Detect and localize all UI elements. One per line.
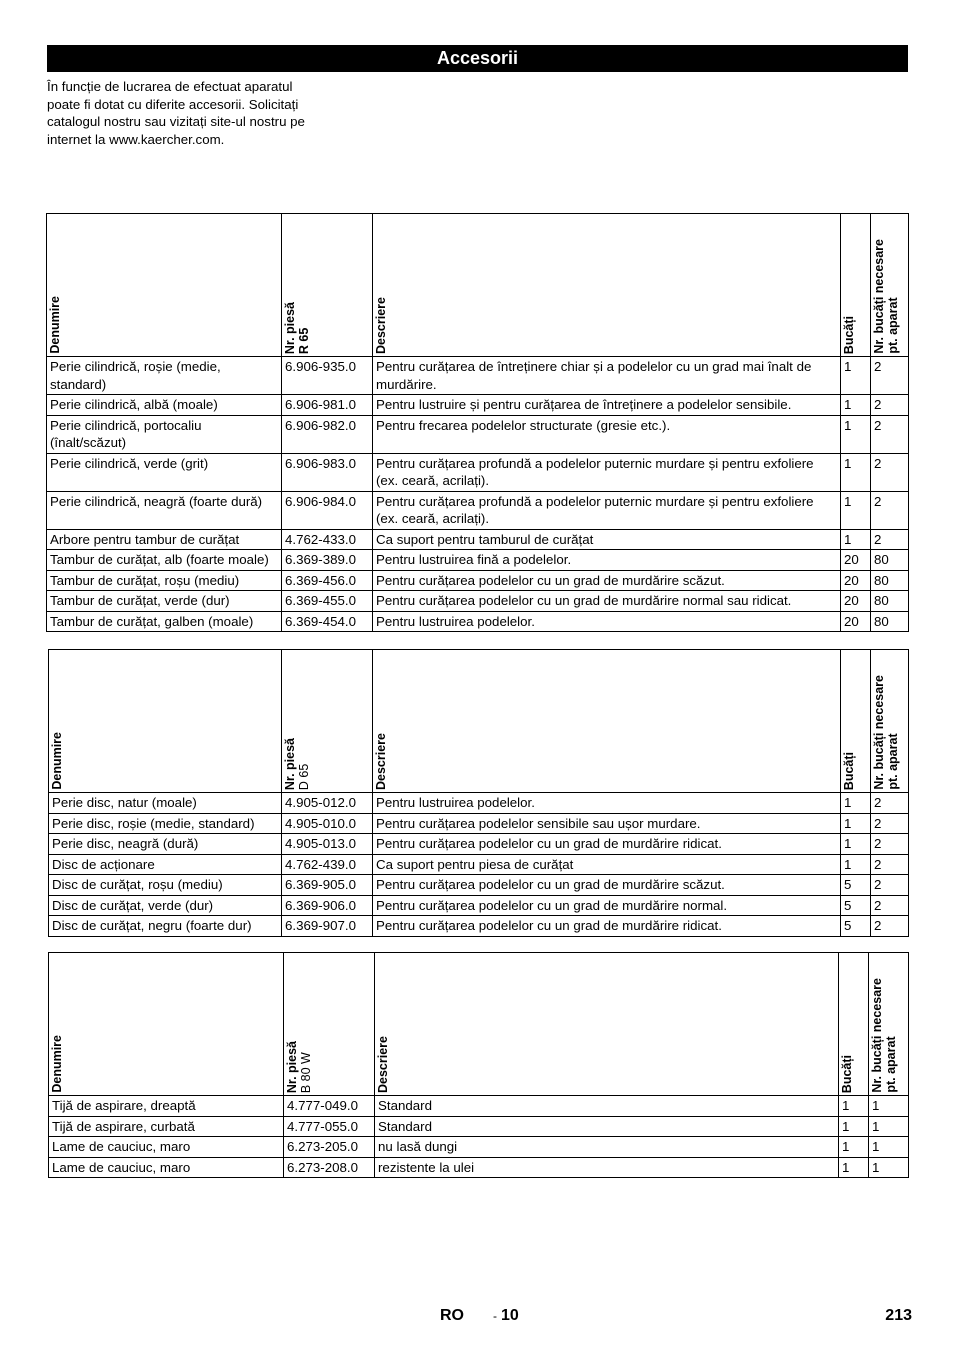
cell-description: Standard — [375, 1096, 839, 1117]
cell-pieces: 1 — [841, 453, 871, 491]
table-row — [49, 895, 909, 916]
header-required-qty: Nr. bucăți necesare pt. aparat — [869, 953, 909, 1096]
cell-name: Perie disc, roșie (medie, standard) — [49, 813, 282, 834]
cell-description: Pentru curățarea podelelor cu un grad de murdărire scăzut. — [373, 875, 841, 896]
header-descriere: Descriere — [373, 650, 841, 793]
cell-pieces: 1 — [841, 854, 871, 875]
cell-name: Lame de cauciuc, maro — [49, 1157, 284, 1178]
cell-name: Lame de cauciuc, maro — [49, 1137, 284, 1158]
cell-description: Pentru lustruirea podelelor. — [373, 793, 841, 814]
cell-required-qty: 2 — [871, 834, 909, 855]
cell-name: Tambur de curățat, alb (foarte moale) — [47, 550, 282, 571]
cell-part-number: 6.906-935.0 — [282, 357, 373, 395]
table-row — [47, 591, 909, 612]
cell-description: Pentru curățarea de întreținere chiar și a podelelor cu un grad mai înalt de murdărire. — [373, 357, 841, 395]
cell-part-number: 6.369-906.0 — [282, 895, 373, 916]
cell-name: Tijă de aspirare, dreaptă — [49, 1096, 284, 1117]
cell-name: Tambur de curățat, galben (moale) — [47, 611, 282, 632]
cell-required-qty: 2 — [871, 395, 909, 416]
cell-part-number: 4.905-010.0 — [282, 813, 373, 834]
cell-name: Perie cilindrică, verde (grit) — [47, 453, 282, 491]
table-row — [49, 1137, 909, 1158]
header-descriere: Descriere — [373, 214, 841, 357]
cell-name: Perie cilindrică, neagră (foarte dură) — [47, 491, 282, 529]
table-row — [47, 550, 909, 571]
table-row — [47, 453, 909, 491]
cell-part-number: 6.906-984.0 — [282, 491, 373, 529]
cell-required-qty: 2 — [871, 916, 909, 937]
cell-pieces: 20 — [841, 591, 871, 612]
cell-required-qty: 2 — [871, 875, 909, 896]
table-row — [47, 529, 909, 550]
cell-required-qty: 2 — [871, 793, 909, 814]
cell-name: Tambur de curățat, verde (dur) — [47, 591, 282, 612]
cell-description: Pentru lustruirea podelelor. — [373, 611, 841, 632]
table-row — [49, 793, 909, 814]
cell-part-number: 6.369-455.0 — [282, 591, 373, 612]
cell-pieces: 20 — [841, 570, 871, 591]
table-row — [47, 395, 909, 416]
section-title: Accesorii — [47, 45, 908, 72]
cell-part-number: 6.906-981.0 — [282, 395, 373, 416]
cell-part-number: 6.906-982.0 — [282, 415, 373, 453]
cell-required-qty: 2 — [871, 415, 909, 453]
cell-part-number: 6.369-905.0 — [282, 875, 373, 896]
cell-required-qty: 80 — [871, 570, 909, 591]
cell-part-number: 6.369-907.0 — [282, 916, 373, 937]
cell-pieces: 1 — [841, 357, 871, 395]
table-row — [47, 491, 909, 529]
cell-required-qty: 1 — [869, 1116, 909, 1137]
cell-part-number: 4.777-049.0 — [284, 1096, 375, 1117]
header-descriere: Descriere — [375, 953, 839, 1096]
cell-pieces: 1 — [839, 1096, 869, 1117]
table-row — [47, 570, 909, 591]
cell-description: Pentru curățarea profundă a podelelor puternic murdare și pentru exfoliere (ex. ceară, acrilați). — [373, 453, 841, 491]
page-number: 213 — [885, 1307, 912, 1324]
accessories-table-r65 — [46, 213, 909, 632]
cell-description: Pentru curățarea podelelor cu un grad de murdărire ridicat. — [373, 834, 841, 855]
cell-description: Pentru curățarea podelelor cu un grad de murdărire ridicat. — [373, 916, 841, 937]
cell-description: Ca suport pentru piesa de curățat — [373, 854, 841, 875]
cell-description: Pentru curățarea podelelor sensibile sau ușor murdare. — [373, 813, 841, 834]
cell-part-number: 6.273-205.0 — [284, 1137, 375, 1158]
cell-pieces: 1 — [839, 1157, 869, 1178]
cell-name: Arbore pentru tambur de curățat — [47, 529, 282, 550]
cell-part-number: 6.906-983.0 — [282, 453, 373, 491]
cell-name: Disc de curățat, verde (dur) — [49, 895, 282, 916]
cell-required-qty: 80 — [871, 550, 909, 571]
cell-required-qty: 2 — [871, 813, 909, 834]
cell-name: Tambur de curățat, roșu (mediu) — [47, 570, 282, 591]
cell-description: rezistente la ulei — [375, 1157, 839, 1178]
header-denumire: Denumire — [47, 214, 282, 357]
table-row — [49, 854, 909, 875]
cell-description: Pentru lustruirea fină a podelelor. — [373, 550, 841, 571]
cell-part-number: 6.273-208.0 — [284, 1157, 375, 1178]
header-part-number: Nr. piesă D 65 — [282, 650, 373, 793]
cell-pieces: 1 — [841, 395, 871, 416]
cell-part-number: 4.762-439.0 — [282, 854, 373, 875]
cell-part-number: 6.369-456.0 — [282, 570, 373, 591]
table-row — [49, 875, 909, 896]
table-row — [49, 834, 909, 855]
header-required-qty: Nr. bucăți necesare pt. aparat — [871, 214, 909, 357]
cell-part-number: 4.905-013.0 — [282, 834, 373, 855]
cell-part-number: 4.762-433.0 — [282, 529, 373, 550]
footer-section-page: - 10 — [493, 1307, 519, 1324]
header-bucati: Bucăți — [841, 214, 871, 357]
cell-required-qty: 1 — [869, 1137, 909, 1158]
footer-language: RO — [440, 1307, 464, 1324]
cell-pieces: 1 — [841, 813, 871, 834]
table-row — [47, 415, 909, 453]
cell-pieces: 5 — [841, 916, 871, 937]
cell-part-number: 6.369-454.0 — [282, 611, 373, 632]
cell-pieces: 5 — [841, 875, 871, 896]
cell-name: Perie disc, neagră (dură) — [49, 834, 282, 855]
accessories-table-b80w — [48, 952, 909, 1178]
cell-required-qty: 1 — [869, 1096, 909, 1117]
cell-name: Perie cilindrică, albă (moale) — [47, 395, 282, 416]
header-part-number: Nr. piesă R 65 — [282, 214, 373, 357]
cell-description: nu lasă dungi — [375, 1137, 839, 1158]
cell-name: Perie cilindrică, roșie (medie, standard) — [47, 357, 282, 395]
cell-pieces: 1 — [841, 491, 871, 529]
cell-description: Pentru frecarea podelelor structurate (gresie etc.). — [373, 415, 841, 453]
cell-pieces: 1 — [841, 793, 871, 814]
cell-required-qty: 2 — [871, 529, 909, 550]
cell-description: Pentru lustruire și pentru curățarea de întreținere a podelelor sensibile. — [373, 395, 841, 416]
cell-pieces: 5 — [841, 895, 871, 916]
cell-pieces: 20 — [841, 611, 871, 632]
table-row — [49, 813, 909, 834]
cell-description: Pentru curățarea podelelor cu un grad de murdărire normal. — [373, 895, 841, 916]
cell-description: Pentru curățarea podelelor cu un grad de murdărire normal sau ridicat. — [373, 591, 841, 612]
header-denumire: Denumire — [49, 650, 282, 793]
cell-required-qty: 2 — [871, 491, 909, 529]
cell-name: Perie cilindrică, portocaliu (înalt/scăzut) — [47, 415, 282, 453]
cell-description: Standard — [375, 1116, 839, 1137]
intro-text: În funcție de lucrarea de efectuat aparatul poate fi dotat cu diferite accesorii. Solicitați catalogul nostru sau vizitați site-ul nostru pe internet la www.kaercher.com. — [47, 79, 305, 147]
cell-name: Disc de acționare — [49, 854, 282, 875]
accessories-table-d65 — [48, 649, 909, 937]
cell-name: Tijă de aspirare, curbată — [49, 1116, 284, 1137]
cell-pieces: 1 — [839, 1137, 869, 1158]
table-row — [49, 1116, 909, 1137]
table-row — [47, 357, 909, 395]
cell-required-qty: 2 — [871, 854, 909, 875]
cell-pieces: 1 — [841, 529, 871, 550]
cell-required-qty: 2 — [871, 895, 909, 916]
cell-required-qty: 1 — [869, 1157, 909, 1178]
cell-pieces: 20 — [841, 550, 871, 571]
cell-required-qty: 80 — [871, 591, 909, 612]
cell-description: Ca suport pentru tamburul de curățat — [373, 529, 841, 550]
cell-name: Perie disc, natur (moale) — [49, 793, 282, 814]
cell-required-qty: 80 — [871, 611, 909, 632]
cell-part-number: 4.905-012.0 — [282, 793, 373, 814]
cell-description: Pentru curățarea podelelor cu un grad de murdărire scăzut. — [373, 570, 841, 591]
header-bucati: Bucăți — [841, 650, 871, 793]
header-denumire: Denumire — [49, 953, 284, 1096]
cell-pieces: 1 — [841, 415, 871, 453]
cell-name: Disc de curățat, negru (foarte dur) — [49, 916, 282, 937]
cell-pieces: 1 — [839, 1116, 869, 1137]
cell-name: Disc de curățat, roșu (mediu) — [49, 875, 282, 896]
table-row — [49, 1157, 909, 1178]
header-required-qty: Nr. bucăți necesare pt. aparat — [871, 650, 909, 793]
cell-required-qty: 2 — [871, 453, 909, 491]
header-bucati: Bucăți — [839, 953, 869, 1096]
header-part-number: Nr. piesă B 80 W — [284, 953, 375, 1096]
table-row — [47, 611, 909, 632]
table-row — [49, 916, 909, 937]
table-row — [49, 1096, 909, 1117]
cell-description: Pentru curățarea profundă a podelelor puternic murdare și pentru exfoliere (ex. ceară, acrilați). — [373, 491, 841, 529]
cell-part-number: 4.777-055.0 — [284, 1116, 375, 1137]
cell-pieces: 1 — [841, 834, 871, 855]
cell-required-qty: 2 — [871, 357, 909, 395]
cell-part-number: 6.369-389.0 — [282, 550, 373, 571]
